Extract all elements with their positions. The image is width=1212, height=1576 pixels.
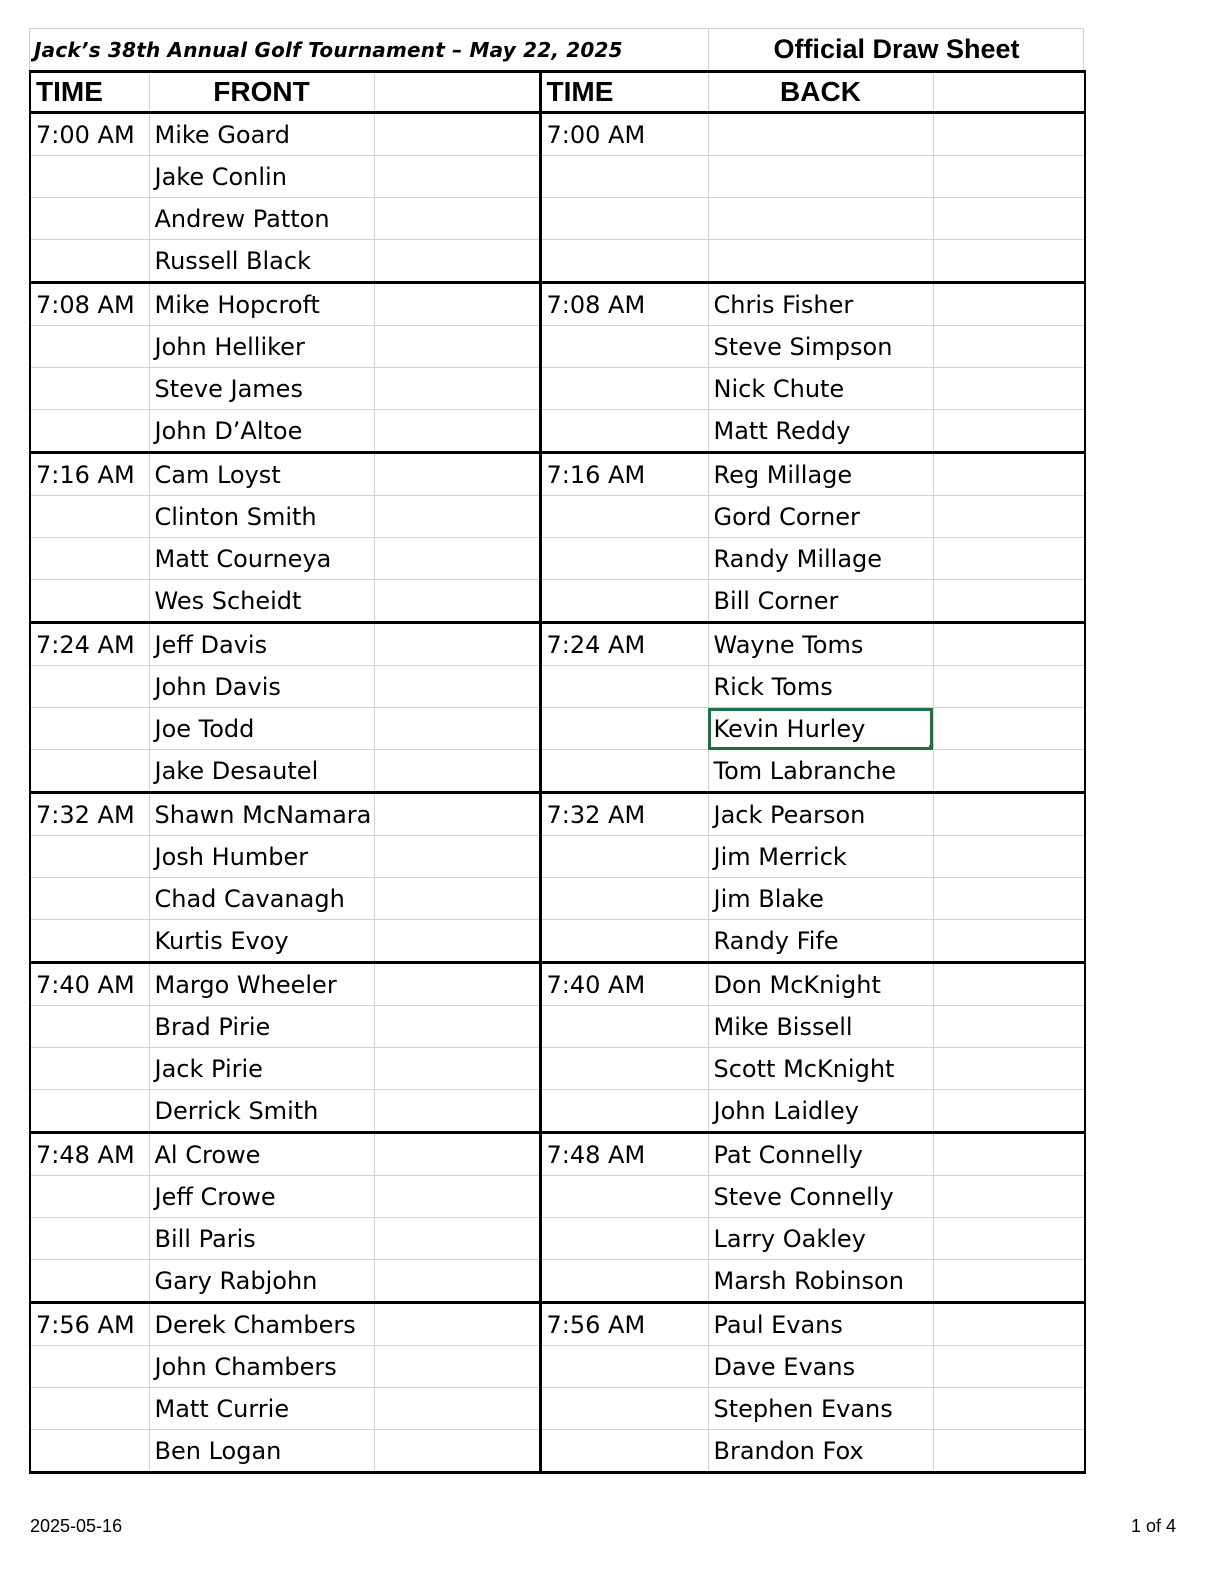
back-player-cell[interactable]: Steve Connelly [708, 1176, 933, 1218]
front-player-cell[interactable]: Al Crowe [149, 1133, 374, 1176]
front-blank-cell[interactable] [374, 538, 540, 580]
tee-time-front-cell[interactable] [30, 878, 149, 920]
tee-time-front-cell[interactable]: 7:24 AM [30, 623, 149, 666]
tee-time-front-cell[interactable] [30, 580, 149, 623]
group-row [30, 580, 1085, 623]
front-player-cell[interactable]: Brad Pirie [149, 1006, 374, 1048]
back-blank-cell[interactable] [933, 920, 1085, 963]
group-row [30, 1218, 1085, 1260]
back-player-cell[interactable]: Jim Merrick [708, 836, 933, 878]
front-player-cell[interactable]: Bill Paris [149, 1218, 374, 1260]
front-player-cell[interactable]: Wes Scheidt [149, 580, 374, 623]
tee-time-back-cell[interactable] [540, 1388, 708, 1430]
fill-handle[interactable] [929, 745, 934, 750]
front-player-cell[interactable]: Derek Chambers [149, 1303, 374, 1346]
draw-sheet [29, 28, 1084, 1474]
selected-cell[interactable]: Kevin Hurley [708, 708, 933, 750]
front-player-cell[interactable]: Matt Currie [149, 1388, 374, 1430]
tee-time-back-cell[interactable] [540, 580, 708, 623]
group-row [30, 666, 1085, 708]
tee-time-back-cell[interactable] [540, 496, 708, 538]
front-blank-cell[interactable] [374, 1260, 540, 1303]
front-player-cell[interactable]: Mike Goard [149, 113, 374, 156]
front-blank-cell[interactable] [374, 666, 540, 708]
front-blank-cell[interactable] [374, 1006, 540, 1048]
group-row [30, 878, 1085, 920]
back-blank-cell[interactable] [933, 283, 1085, 326]
tee-time-back-cell[interactable]: 7:48 AM [540, 1133, 708, 1176]
group-row [30, 750, 1085, 793]
tee-time-front-cell[interactable] [30, 156, 149, 198]
column-header-blank-back[interactable] [933, 72, 1085, 113]
tee-time-front-cell[interactable] [30, 666, 149, 708]
back-player-cell[interactable]: Mike Bissell [708, 1006, 933, 1048]
front-blank-cell[interactable] [374, 198, 540, 240]
front-blank-cell[interactable] [374, 793, 540, 836]
tee-time-back-cell[interactable] [540, 1218, 708, 1260]
back-blank-cell[interactable] [933, 1430, 1085, 1473]
front-blank-cell[interactable] [374, 1303, 540, 1346]
tee-time-back-cell[interactable] [540, 538, 708, 580]
back-blank-cell[interactable] [933, 368, 1085, 410]
group-row [30, 368, 1085, 410]
front-blank-cell[interactable] [374, 1346, 540, 1388]
tee-time-front-cell[interactable] [30, 1346, 149, 1388]
tee-time-back-cell[interactable] [540, 878, 708, 920]
tee-time-back-cell[interactable] [540, 1260, 708, 1303]
group-row [30, 538, 1085, 580]
tee-time-front-cell[interactable] [30, 750, 149, 793]
back-blank-cell[interactable] [933, 1133, 1085, 1176]
tee-time-back-cell[interactable]: 7:32 AM [540, 793, 708, 836]
back-blank-cell[interactable] [933, 708, 1085, 750]
tee-time-front-cell[interactable] [30, 1430, 149, 1473]
back-player-cell[interactable] [708, 113, 933, 156]
front-player-cell[interactable]: Josh Humber [149, 836, 374, 878]
back-blank-cell[interactable] [933, 666, 1085, 708]
group-row [30, 410, 1085, 453]
back-blank-cell[interactable] [933, 836, 1085, 878]
tee-time-front-cell[interactable] [30, 1048, 149, 1090]
back-blank-cell[interactable] [933, 1260, 1085, 1303]
tournament-title: Jack’s 38th Annual Golf Tournament – May 22, 2025 [34, 38, 623, 62]
front-blank-cell[interactable] [374, 623, 540, 666]
tee-time-back-cell[interactable] [540, 1346, 708, 1388]
tee-time-front-cell[interactable] [30, 368, 149, 410]
group-row [30, 1260, 1085, 1303]
tee-time-front-cell[interactable]: 7:32 AM [30, 793, 149, 836]
group-row [30, 708, 1085, 750]
front-player-cell[interactable]: Joe Todd [149, 708, 374, 750]
tee-time-front-cell[interactable] [30, 1260, 149, 1303]
header-right-border [1083, 29, 1084, 70]
tee-time-front-cell[interactable] [30, 326, 149, 368]
front-blank-cell[interactable] [374, 920, 540, 963]
group-row [30, 963, 1085, 1006]
front-player-cell[interactable]: Jeff Davis [149, 623, 374, 666]
front-player-cell[interactable]: John Davis [149, 666, 374, 708]
tee-time-back-cell[interactable]: 7:24 AM [540, 623, 708, 666]
tee-time-back-cell[interactable] [540, 1176, 708, 1218]
tee-time-back-cell[interactable] [540, 708, 708, 750]
front-blank-cell[interactable] [374, 1218, 540, 1260]
group-row [30, 1176, 1085, 1218]
front-player-cell[interactable]: Clinton Smith [149, 496, 374, 538]
back-player-cell[interactable]: Matt Reddy [708, 410, 933, 453]
tee-time-front-cell[interactable]: 7:00 AM [30, 113, 149, 156]
tee-time-back-cell[interactable]: 7:00 AM [540, 113, 708, 156]
tee-time-back-cell[interactable] [540, 1430, 708, 1473]
front-player-cell[interactable]: Jack Pirie [149, 1048, 374, 1090]
back-blank-cell[interactable] [933, 538, 1085, 580]
tee-time-back-cell[interactable] [540, 750, 708, 793]
front-blank-cell[interactable] [374, 453, 540, 496]
back-blank-cell[interactable] [933, 1090, 1085, 1133]
front-player-cell[interactable]: John D’Altoe [149, 410, 374, 453]
front-player-cell[interactable]: Gary Rabjohn [149, 1260, 374, 1303]
column-header-time-back[interactable]: TIME [540, 72, 708, 113]
back-player-cell[interactable]: Jim Blake [708, 878, 933, 920]
group-row [30, 836, 1085, 878]
front-blank-cell[interactable] [374, 1133, 540, 1176]
back-blank-cell[interactable] [933, 1176, 1085, 1218]
tee-time-back-cell[interactable]: 7:08 AM [540, 283, 708, 326]
tee-time-front-cell[interactable] [30, 1218, 149, 1260]
back-blank-cell[interactable] [933, 1218, 1085, 1260]
group-row [30, 623, 1085, 666]
tee-time-back-cell[interactable] [540, 920, 708, 963]
group-row [30, 793, 1085, 836]
back-blank-cell[interactable] [933, 963, 1085, 1006]
group-row [30, 198, 1085, 240]
back-blank-cell[interactable] [933, 410, 1085, 453]
back-player-cell[interactable]: Chris Fisher [708, 283, 933, 326]
front-blank-cell[interactable] [374, 1048, 540, 1090]
group-row [30, 283, 1085, 326]
tee-time-back-cell[interactable]: 7:16 AM [540, 453, 708, 496]
tee-time-back-cell[interactable] [540, 1090, 708, 1133]
group-row [30, 1430, 1085, 1473]
back-player-cell[interactable]: Stephen Evans [708, 1388, 933, 1430]
front-player-cell[interactable]: Ben Logan [149, 1430, 374, 1473]
front-blank-cell[interactable] [374, 156, 540, 198]
front-player-cell[interactable]: Jake Conlin [149, 156, 374, 198]
tee-time-back-cell[interactable]: 7:40 AM [540, 963, 708, 1006]
tee-time-front-cell[interactable] [30, 1006, 149, 1048]
back-blank-cell[interactable] [933, 750, 1085, 793]
tee-time-front-cell[interactable] [30, 920, 149, 963]
back-player-cell[interactable]: Marsh Robinson [708, 1260, 933, 1303]
back-blank-cell[interactable] [933, 1346, 1085, 1388]
tee-time-back-cell[interactable] [540, 368, 708, 410]
back-blank-cell[interactable] [933, 453, 1085, 496]
front-blank-cell[interactable] [374, 326, 540, 368]
back-player-cell[interactable] [708, 156, 933, 198]
column-header-row [30, 72, 1085, 113]
tee-time-front-cell[interactable]: 7:56 AM [30, 1303, 149, 1346]
tee-time-front-cell[interactable]: 7:08 AM [30, 283, 149, 326]
front-player-cell[interactable]: Derrick Smith [149, 1090, 374, 1133]
back-player-cell[interactable]: Gord Corner [708, 496, 933, 538]
back-player-cell[interactable]: Paul Evans [708, 1303, 933, 1346]
group-row [30, 453, 1085, 496]
back-player-cell[interactable]: Steve Simpson [708, 326, 933, 368]
front-blank-cell[interactable] [374, 368, 540, 410]
tee-time-front-cell[interactable] [30, 410, 149, 453]
group-row [30, 1346, 1085, 1388]
front-blank-cell[interactable] [374, 1430, 540, 1473]
tee-time-front-cell[interactable]: 7:48 AM [30, 1133, 149, 1176]
back-player-cell[interactable]: Tom Labranche [708, 750, 933, 793]
sheet-header [29, 28, 1084, 70]
back-player-cell[interactable]: Rick Toms [708, 666, 933, 708]
back-player-cell[interactable]: Reg Millage [708, 453, 933, 496]
back-blank-cell[interactable] [933, 580, 1085, 623]
tee-time-front-cell[interactable]: 7:16 AM [30, 453, 149, 496]
front-player-cell[interactable]: John Chambers [149, 1346, 374, 1388]
front-player-cell[interactable]: Jeff Crowe [149, 1176, 374, 1218]
front-player-cell[interactable]: Mike Hopcroft [149, 283, 374, 326]
back-blank-cell[interactable] [933, 623, 1085, 666]
tee-time-back-cell[interactable] [540, 240, 708, 283]
tee-time-front-cell[interactable] [30, 1090, 149, 1133]
tee-time-back-cell[interactable] [540, 1006, 708, 1048]
front-blank-cell[interactable] [374, 580, 540, 623]
tee-time-front-cell[interactable] [30, 1176, 149, 1218]
group-row [30, 156, 1085, 198]
group-row [30, 240, 1085, 283]
back-player-cell[interactable]: Bill Corner [708, 580, 933, 623]
back-blank-cell[interactable] [933, 156, 1085, 198]
front-player-cell[interactable]: Cam Loyst [149, 453, 374, 496]
back-player-cell[interactable] [708, 240, 933, 283]
front-player-cell[interactable]: Matt Courneya [149, 538, 374, 580]
group-row [30, 326, 1085, 368]
tee-time-front-cell[interactable] [30, 496, 149, 538]
tee-time-front-cell[interactable] [30, 708, 149, 750]
back-player-cell[interactable]: Don McKnight [708, 963, 933, 1006]
tee-time-back-cell[interactable] [540, 666, 708, 708]
front-blank-cell[interactable] [374, 496, 540, 538]
tee-time-front-cell[interactable]: 7:40 AM [30, 963, 149, 1006]
front-player-cell[interactable]: Chad Cavanagh [149, 878, 374, 920]
front-blank-cell[interactable] [374, 750, 540, 793]
back-blank-cell[interactable] [933, 1388, 1085, 1430]
back-blank-cell[interactable] [933, 496, 1085, 538]
sheet-label: Official Draw Sheet [773, 34, 1020, 64]
front-blank-cell[interactable] [374, 283, 540, 326]
group-row [30, 496, 1085, 538]
front-blank-cell[interactable] [374, 1176, 540, 1218]
tee-time-front-cell[interactable] [30, 538, 149, 580]
front-player-cell[interactable]: Margo Wheeler [149, 963, 374, 1006]
tee-time-back-cell[interactable]: 7:56 AM [540, 1303, 708, 1346]
front-player-cell[interactable]: Steve James [149, 368, 374, 410]
tee-time-back-cell[interactable] [540, 198, 708, 240]
group-row [30, 113, 1085, 156]
tee-time-front-cell[interactable] [30, 240, 149, 283]
back-player-cell[interactable]: Nick Chute [708, 368, 933, 410]
tee-time-front-cell[interactable] [30, 836, 149, 878]
front-blank-cell[interactable] [374, 1090, 540, 1133]
page-number: 1 of 4 [1130, 1516, 1176, 1536]
group-row [30, 1090, 1085, 1133]
print-date: 2025-05-16 [30, 1516, 123, 1536]
front-blank-cell[interactable] [374, 240, 540, 283]
back-player-cell[interactable]: Randy Fife [708, 920, 933, 963]
back-blank-cell[interactable] [933, 326, 1085, 368]
front-player-cell[interactable]: Jake Desautel [149, 750, 374, 793]
tee-time-front-cell[interactable] [30, 198, 149, 240]
front-blank-cell[interactable] [374, 836, 540, 878]
back-player-cell[interactable]: Randy Millage [708, 538, 933, 580]
front-player-cell[interactable]: Kurtis Evoy [149, 920, 374, 963]
tee-time-back-cell[interactable] [540, 156, 708, 198]
draw-table [29, 70, 1086, 1474]
front-blank-cell[interactable] [374, 708, 540, 750]
group-row [30, 1388, 1085, 1430]
front-player-cell[interactable]: John Helliker [149, 326, 374, 368]
column-header-back[interactable]: BACK [708, 72, 933, 113]
front-blank-cell[interactable] [374, 113, 540, 156]
column-header-front[interactable]: FRONT [149, 72, 374, 113]
front-blank-cell[interactable] [374, 963, 540, 1006]
group-row [30, 1048, 1085, 1090]
front-blank-cell[interactable] [374, 878, 540, 920]
back-blank-cell[interactable] [933, 793, 1085, 836]
back-player-cell[interactable]: Wayne Toms [708, 623, 933, 666]
group-row [30, 920, 1085, 963]
group-row [30, 1133, 1085, 1176]
back-player-cell[interactable]: Dave Evans [708, 1346, 933, 1388]
front-player-cell[interactable]: Russell Black [149, 240, 374, 283]
back-blank-cell[interactable] [933, 240, 1085, 283]
front-blank-cell[interactable] [374, 410, 540, 453]
tee-time-back-cell[interactable] [540, 1048, 708, 1090]
group-row [30, 1303, 1085, 1346]
front-blank-cell[interactable] [374, 1388, 540, 1430]
front-player-cell[interactable]: Shawn McNamara [149, 793, 374, 836]
back-player-cell[interactable]: Larry Oakley [708, 1218, 933, 1260]
back-player-cell[interactable]: John Laidley [708, 1090, 933, 1133]
back-blank-cell[interactable] [933, 198, 1085, 240]
tee-time-back-cell[interactable] [540, 836, 708, 878]
tee-time-back-cell[interactable] [540, 410, 708, 453]
tee-time-front-cell[interactable] [30, 1388, 149, 1430]
back-player-cell[interactable]: Brandon Fox [708, 1430, 933, 1473]
back-blank-cell[interactable] [933, 1048, 1085, 1090]
front-player-cell[interactable]: Andrew Patton [149, 198, 374, 240]
back-player-cell[interactable] [708, 198, 933, 240]
tee-time-back-cell[interactable] [540, 326, 708, 368]
column-header-time-front[interactable]: TIME [30, 72, 149, 113]
back-blank-cell[interactable] [933, 878, 1085, 920]
back-player-cell[interactable]: Jack Pearson [708, 793, 933, 836]
back-blank-cell[interactable] [933, 1006, 1085, 1048]
column-header-blank-front[interactable] [374, 72, 540, 113]
group-row [30, 1006, 1085, 1048]
back-blank-cell[interactable] [933, 113, 1085, 156]
back-player-cell[interactable]: Pat Connelly [708, 1133, 933, 1176]
back-player-cell[interactable]: Scott McKnight [708, 1048, 933, 1090]
back-blank-cell[interactable] [933, 1303, 1085, 1346]
